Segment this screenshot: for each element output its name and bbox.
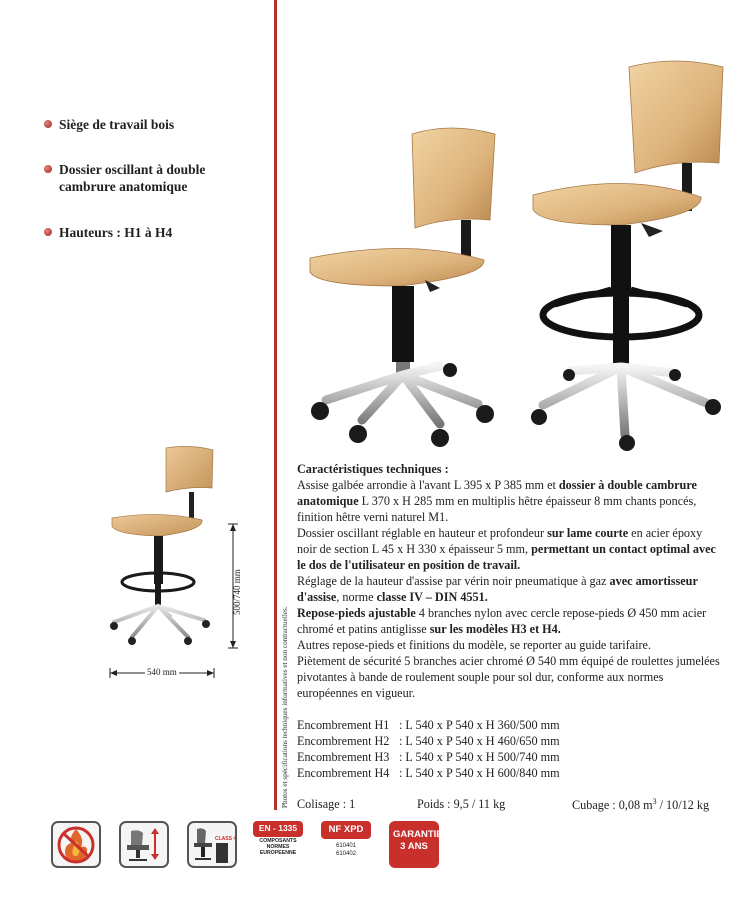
feature-item-1: Siège de travail bois [46, 116, 174, 133]
nf-xpd-badge: NF XPD 610401 610402 [321, 821, 371, 868]
disclaimer-note: Photos et spécifications techniques informatives et non contractuelles. [281, 606, 289, 808]
encombrement-row: Encombrement H2 : L 540 x P 540 x H 460/650 mm [297, 734, 560, 748]
encombrement-row: Encombrement H1 : L 540 x P 540 x H 360/500 mm [297, 718, 560, 732]
class-label: CLASS 4 [215, 836, 235, 842]
spec-seat: Assise galbée arrondie à l'avant L 395 x P 385 mm et dossier à double cambrure anatomique L 370 x H 285 mm en multiplis hêtre épaisseur 8 mm chants poncés, finition hêtre verni naturel M1. [297, 478, 697, 524]
specs-title: Caractéristiques techniques : [297, 462, 449, 476]
bullet-icon [44, 120, 52, 128]
encombrement-row: Encombrement H3 : L 540 x P 540 x H 500/740 mm [297, 750, 560, 764]
colisage: Colisage : 1 [297, 797, 356, 811]
spec-base: Piètement de sécurité 5 branches acier chromé Ø 540 mm équipé de roulettes jumelées pivotantes à bande de roulement souple pour sol dur, conforme aux normes européennes en vigueur. [297, 654, 720, 700]
spec-height-adjust: Réglage de la hauteur d'assise par vérin noir pneumatique à gaz avec amortisseur d'assise, norme classe IV – DIN 4551. [297, 574, 698, 604]
adjust-height-icon [119, 821, 169, 868]
poids: Poids : 9,5 / 11 kg [417, 797, 506, 811]
spec-other: Autres repose-pieds et finitions du modèle, se reporter au guide tarifaire. [297, 638, 651, 652]
en1335-badge: EN - 1335 COMPOSANTS NORMES EUROPEENNE [253, 821, 303, 868]
height-label: 500/740 mm [232, 569, 242, 615]
cubage: Cubage : 0,08 $m^3 / 10/12$ kg [572, 797, 710, 813]
class4-icon [187, 821, 237, 868]
feature-item-2: Dossier oscillant à double cambrure anatomique [46, 161, 236, 195]
divider-line [274, 0, 277, 810]
feature-item-3: Hauteurs : H1 à H4 [46, 224, 172, 241]
chair-photo-high [525, 55, 730, 455]
bullet-icon [44, 228, 52, 236]
technical-specs [297, 461, 722, 701]
encombrement-row: Encombrement H4 : L 540 x P 540 x H 600/840 mm [297, 766, 560, 780]
spec-backrest: Dossier oscillant réglable en hauteur et profondeur sur lame courte en acier époxy noir de section L 45 x H 330 x épaisseur 5 mm, permettant un contact optimal avec le dos de l'utilisateur en position de travail. [297, 526, 716, 572]
spec-footrest: Repose-pieds ajustable 4 branches nylon avec cercle repose-pieds Ø 450 mm acier chromé et patins antiglisse sur les modèles H3 et H4. [297, 606, 707, 636]
no-fire-icon [51, 821, 101, 868]
garantie-badge: GARANTIE 3 ANS [389, 821, 439, 868]
width-label: 540 mm [147, 667, 177, 677]
chair-photo-low [300, 120, 510, 455]
bullet-icon [44, 165, 52, 173]
